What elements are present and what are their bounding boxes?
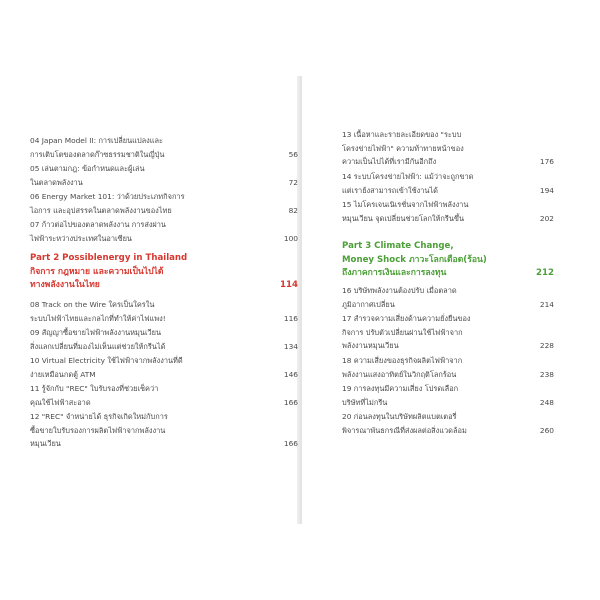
toc-entry-title: 11 รู้จักกับ "REC" ใบรับรองที่ช่วยเช็คว่า คุณใช้ไฟฟ้าสะอาด — [30, 384, 159, 407]
toc-entry-title: 12 "REC" จำหน่ายได้ ธุรกิจเกิดใหม่กับการ ซื้อขายใบรับรองการผลิตไฟฟ้าจากพลังงาน หมุนเวียน — [30, 412, 168, 448]
toc-entry-page: 214 — [539, 299, 554, 309]
toc-entry-title: 13 เนื้อหาและรายละเอียดของ "ระบบ โครงข่ายไฟฟ้า" ความท้าทายหน้าของ ความเป็นไปได้ที่เรามีกันอีกถึง — [342, 130, 464, 166]
toc-entry-page: 238 — [539, 369, 554, 379]
toc-entry[interactable] — [30, 162, 298, 189]
toc-entry-page: 116 — [283, 313, 298, 323]
toc-entry-page: 100 — [283, 233, 298, 243]
toc-entry[interactable] — [342, 284, 554, 311]
toc-entry-page: 248 — [539, 397, 554, 407]
toc-entry-title: 04 Japan Model II: การเปลี่ยนแปลงและ การเติบโตของตลาดก๊าซธรรมชาติในญี่ปุ่น — [30, 136, 165, 159]
part-2-heading[interactable] — [30, 252, 298, 293]
toc-entry-title: 05 เล่นตามกฎ: ข้อกำหนดและผู้เล่น ในตลาดพลังงาน — [30, 164, 145, 187]
toc-entry-page: 82 — [288, 205, 298, 215]
toc-entry[interactable] — [30, 218, 298, 245]
toc-entry[interactable] — [342, 410, 554, 437]
toc-entry-title: 19 การลงทุนมีความเสี่ยง โปรดเลือก บริษัทที่ไม่กรีน — [342, 384, 459, 407]
toc-entry-title: 17 สำรวจความเสี่ยงด้านความยั่งยืนของ กิจการ ปรับตัวเปลี่ยนผ่านใช้ไฟฟ้าจาก พลังงานหมุนเวียน — [342, 314, 471, 350]
toc-entry-page: 260 — [539, 425, 554, 435]
toc-entry-page: 176 — [539, 157, 554, 166]
toc-entry-title: 18 ความเสี่ยงของธุรกิจผลิตไฟฟ้าจาก พลังงานแสงอาทิตย์ในวิกฤติโลกร้อน — [342, 356, 463, 379]
toc-entry-page: 166 — [283, 397, 298, 407]
toc-entry-title: 08 Track on the Wire ใครเป็นใครใน ระบบไฟฟ้าไทยและกลไกที่ทำให้ค่าไฟแพง! — [30, 300, 166, 323]
toc-entry-page: 134 — [283, 341, 298, 351]
toc-entry[interactable] — [342, 128, 554, 169]
left-page — [30, 76, 298, 524]
part-title: Part 3 Climate Change, Money Shock ภาวะโลกเดือด(ร้อน) ถึงภาคการเงินและการลงทุน — [342, 241, 487, 278]
toc-entry-title: 07 ก้าวต่อไปของตลาดพลังงาน การส่งผ่าน ไฟฟ้าระหว่างประเทศในอาเซียน — [30, 220, 166, 243]
toc-entry-title: 06 Energy Market 101: ว่าด้วยประเภทกิจการ ไอการ และอุปสรรคในตลาดพลังงานของไทย — [30, 192, 185, 215]
toc-entry-page: 56 — [288, 149, 298, 159]
part-page: 212 — [536, 268, 554, 278]
toc-entry[interactable] — [30, 134, 298, 161]
toc-entry[interactable] — [30, 382, 298, 409]
toc-entry[interactable] — [30, 410, 298, 451]
toc-entry-page: 202 — [539, 213, 554, 223]
toc-entry[interactable] — [30, 326, 298, 353]
toc-entry-page: 194 — [539, 185, 554, 195]
toc-entry[interactable] — [30, 298, 298, 325]
toc-entry[interactable] — [30, 190, 298, 217]
toc-entry-title: 09 สัญญาซื้อขายไฟฟ้าพลังงานหมุนเวียน สิ่งแลกเปลี่ยนที่มองไม่เห็นแต่ช่วยให้กรีนได้ — [30, 328, 166, 351]
right-page — [302, 76, 570, 524]
toc-entry[interactable] — [30, 354, 298, 381]
toc-entry[interactable] — [342, 354, 554, 381]
toc-entry[interactable] — [342, 170, 554, 197]
toc-entry-page: 166 — [283, 439, 298, 448]
toc-entry-page: 72 — [288, 177, 298, 187]
toc-entry-title: 14 ระบบโครงข่ายไฟฟ้า: แม้ว่าจะถูกขาด แต่เราย้งสามารถเข้าใช้งานได้ — [342, 172, 474, 195]
toc-entry-title: 20 ก่อนลงทุนในบริษัทผลิตแบตเตอรี่ พิจารณาพันธกรณีที่ส่งผลต่อสิ่งแวดล้อม — [342, 412, 467, 435]
toc-entry-title: 10 Virtual Electricity ใช้ไฟฟ้าจากพลังงานที่ดี ง่ายเหมือนกดตู้ ATM — [30, 356, 183, 379]
toc-entry[interactable] — [342, 198, 554, 225]
toc-entry-page: 146 — [283, 369, 298, 379]
toc-entry-page: 228 — [539, 341, 554, 350]
part-3-heading[interactable] — [342, 240, 554, 281]
toc-entry[interactable] — [342, 382, 554, 409]
part-page: 114 — [280, 280, 298, 290]
part-title: Part 2 Possiblenergy in Thailand กิจการ กฎหมาย และความเป็นไปได้ ทางพลังงานในไทย — [30, 253, 188, 290]
toc-entry-title: 16 บริษัทพลังงานต้องปรับ เมื่อตลาด ภูมิอากาศเปลี่ยน — [342, 286, 457, 309]
toc-entry[interactable] — [342, 312, 554, 353]
toc-entry-title: 15 ไมโครเจนเนิเรชั่นจากไฟฟ้าพลังงาน หมุนเวียน จุดเปลี่ยนช่วยโลกให้กรีนขึ้น — [342, 200, 469, 223]
